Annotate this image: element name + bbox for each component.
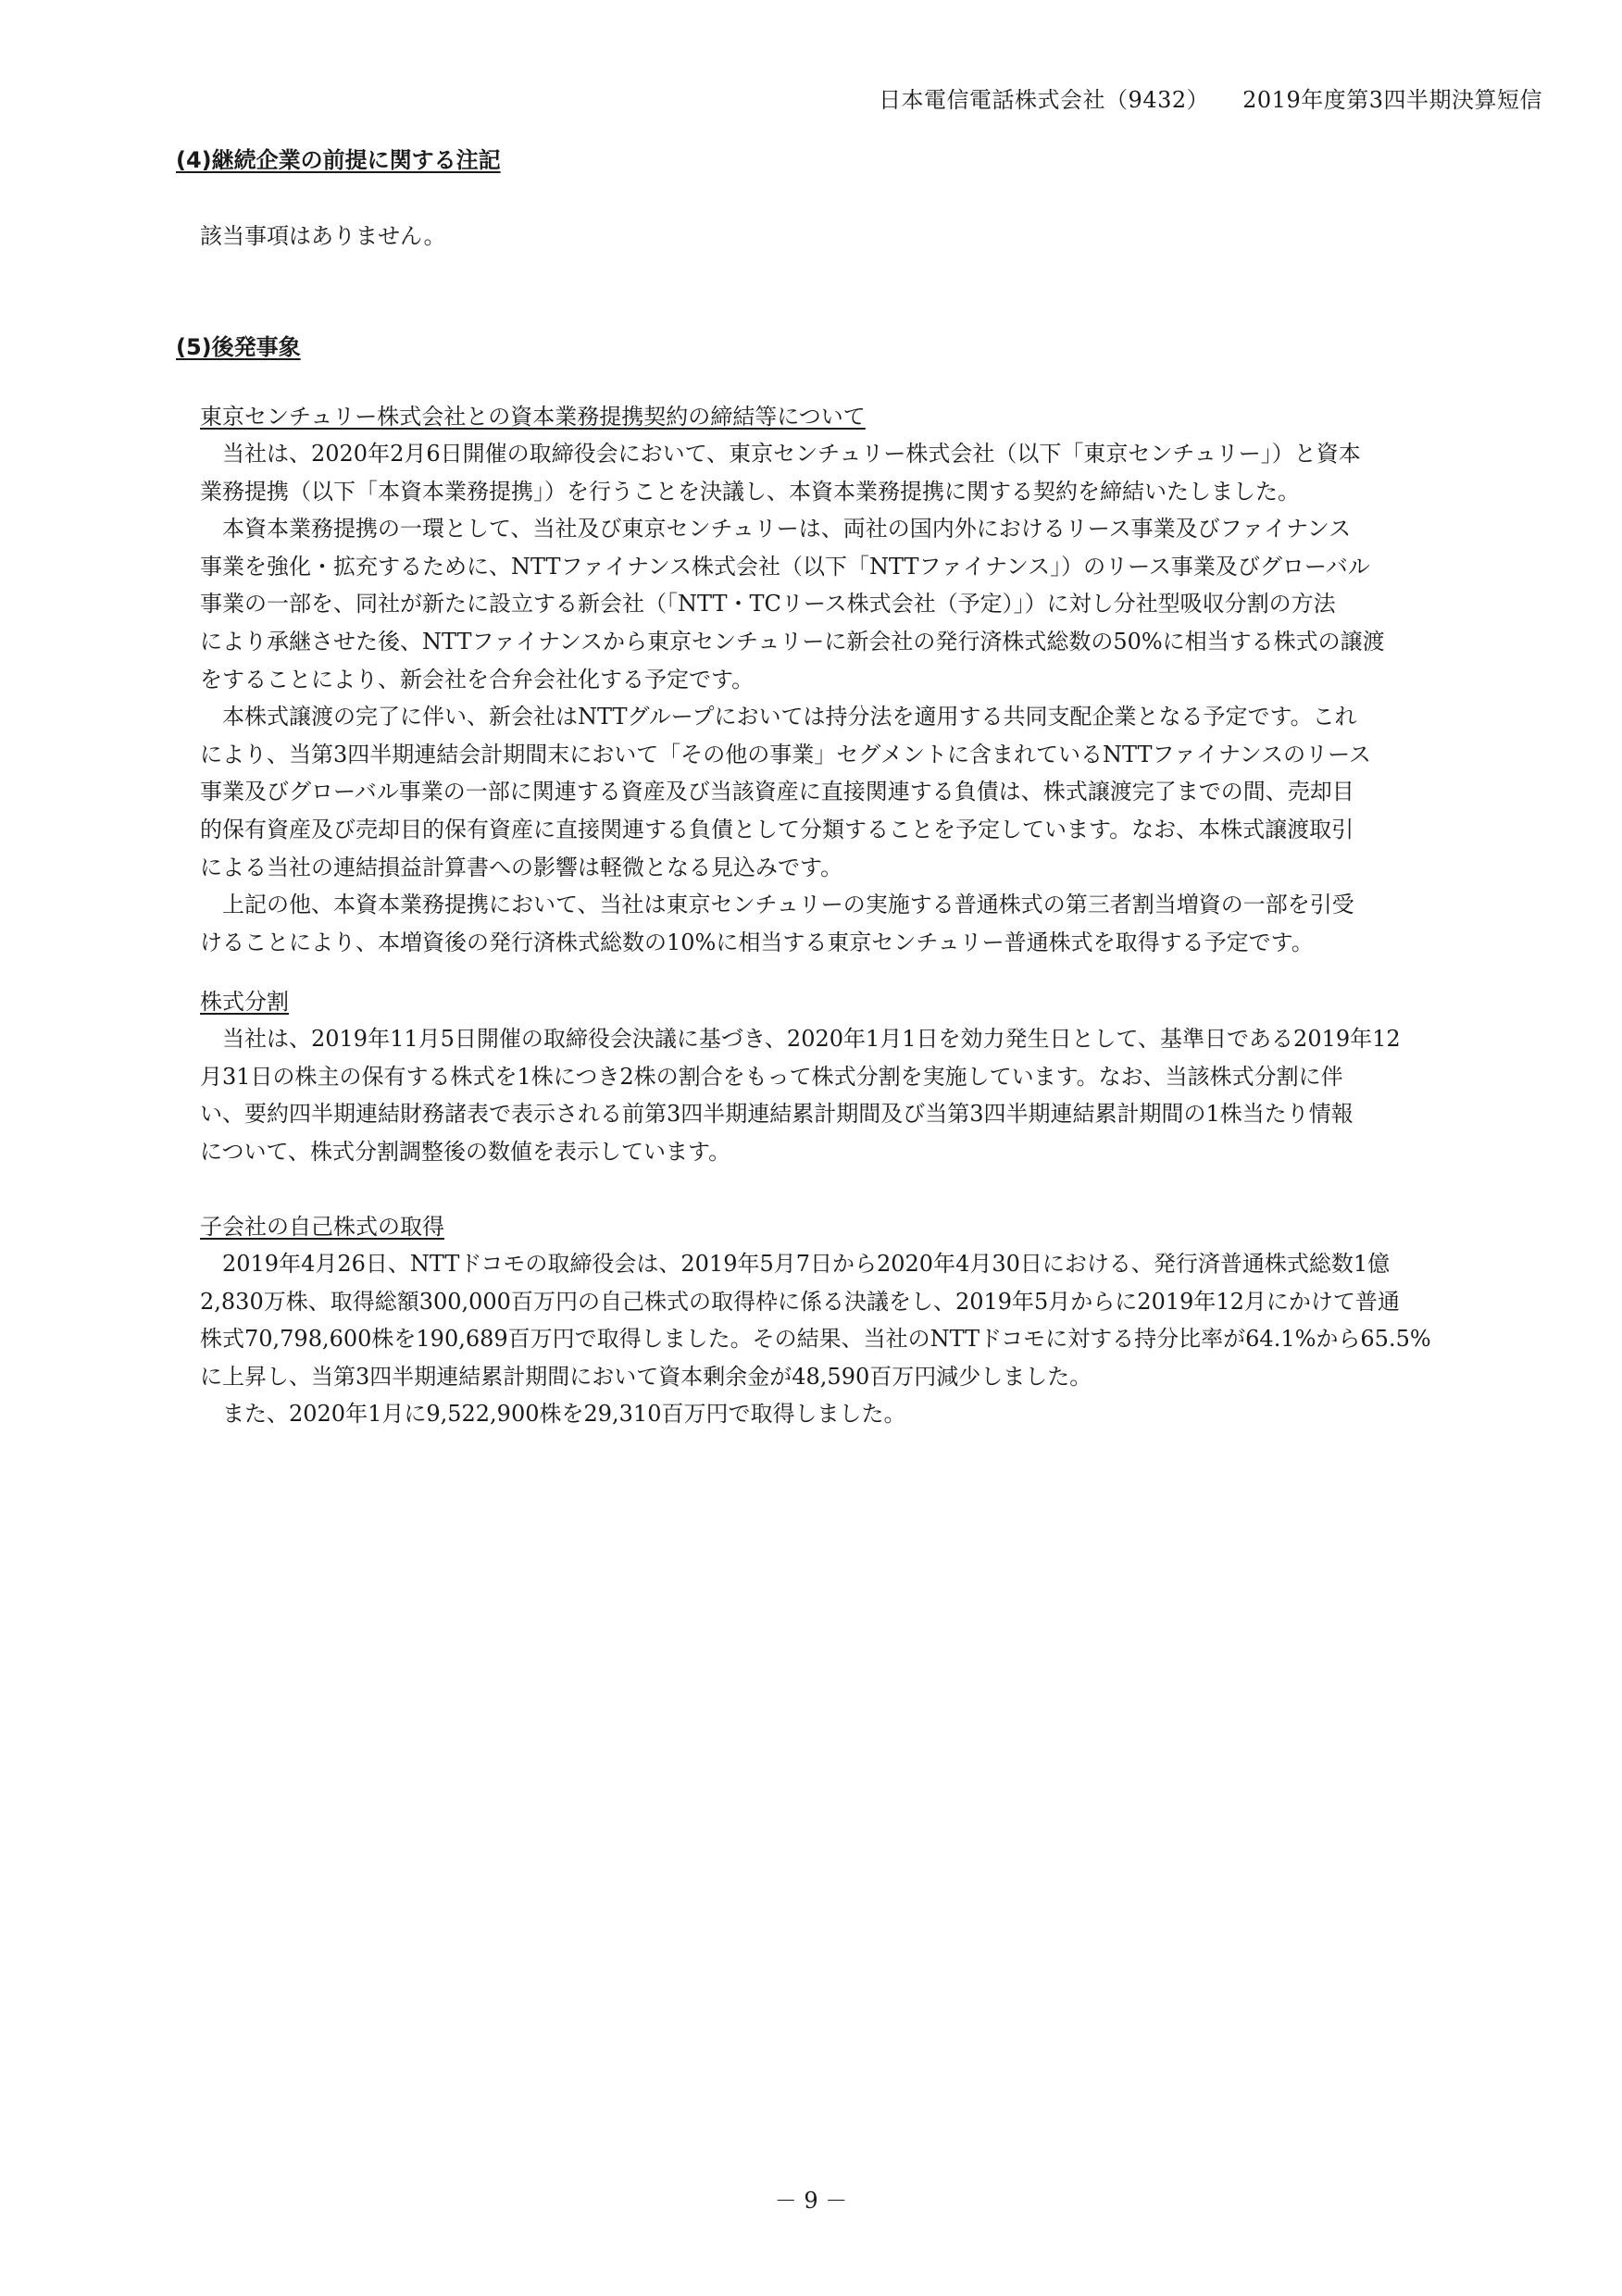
paragraph-line: により承継させた後、NTTファイナンスから東京センチュリーに新会社の発行済株式総数の50%に相当する株式の譲渡 <box>200 628 1385 655</box>
paragraph-line: 当社は、2020年2月6日開催の取締役会において、東京センチュリー株式会社（以下「東京センチュリー」）と資本 <box>200 441 1361 467</box>
header-report-title: 2019年度第3四半期決算短信 <box>1242 87 1542 113</box>
paragraph-line: について、株式分割調整後の数値を表示しています。 <box>200 1138 731 1165</box>
topic-capital-alliance <box>200 398 1476 961</box>
page-header <box>879 81 1542 114</box>
page-number: － 9 － <box>774 2188 848 2214</box>
paragraph-line: 本株式譲渡の完了に伴い、新会社はNTTグループにおいては持分法を適用する共同支配企業となる予定です。これ <box>200 704 1357 730</box>
paragraph-line: により、当第3四半期連結会計期間末において「その他の事業」セグメントに含まれているNTTファイナンスのリース <box>200 741 1371 767</box>
paragraph-line: 事業を強化・拡充するために、NTTファイナンス株式会社（以下「NTTファイナンス」）のリース事業及びグローバル <box>200 553 1370 580</box>
paragraph-line: また、2020年1月に9,522,900株を29,310百万円で取得しました。 <box>200 1401 906 1428</box>
paragraph-line: 業務提携（以下「本資本業務提携」）を行うことを決議し、本資本業務提携に関する契約を締結いたしました。 <box>200 478 1300 505</box>
topic-title: 株式分割 <box>200 989 289 1015</box>
paragraph-line: 2019年4月26日、NTTドコモの取締役会は、2019年5月7日から2020年4月30日における、発行済普通株式総数1億 <box>200 1251 1391 1277</box>
paragraph-line: 月31日の株主の保有する株式を1株につき2株の割合をもって株式分割を実施しています。なお、当該株式分割に伴 <box>200 1063 1343 1090</box>
topic-stock-split <box>200 983 1476 1170</box>
paragraph-line: 当社は、2019年11月5日開催の取締役会決議に基づき、2020年1月1日を効力発生日として、基準日である2019年12 <box>200 1026 1401 1052</box>
paragraph-line: による当社の連結損益計算書への影響は軽微となる見込みです。 <box>200 854 843 880</box>
paragraph-line: い、要約四半期連結財務諸表で表示される前第3四半期連結累計期間及び当第3四半期連結累計期間の1株当たり情報 <box>200 1101 1354 1128</box>
paragraph-line: 事業の一部を、同社が新たに設立する新会社（「NTT・TCリース株式会社（予定）」）に対し分社型吸収分割の方法 <box>200 591 1336 618</box>
topic-title: 東京センチュリー株式会社との資本業務提携契約の締結等について <box>200 404 866 430</box>
paragraph-line: 2,830万株、取得総額300,000百万円の自己株式の取得枠に係る決議をし、2019年5月からに2019年12月にかけて普通 <box>200 1288 1400 1315</box>
topic-title: 子会社の自己株式の取得 <box>200 1214 444 1240</box>
paragraph-line: 的保有資産及び売却目的保有資産に直接関連する負債として分類することを予定しています。なお、本株式譲渡取引 <box>200 816 1354 842</box>
paragraph-line: 本資本業務提携の一環として、当社及び東京センチュリーは、両社の国内外におけるリース事業及びファイナンス <box>200 516 1352 543</box>
header-company: 日本電信電話株式会社（9432） <box>879 87 1210 113</box>
paragraph-line: けることにより、本増資後の発行済株式総数の10%に相当する東京センチュリー普通株式を取得する予定です。 <box>200 929 1314 955</box>
paragraph-line: をすることにより、新会社を合弁会社化する予定です。 <box>200 666 755 693</box>
paragraph-line: 株式70,798,600株を190,689百万円で取得しました。その結果、当社のNTTドコモに対する持分比率が64.1%から65.5% <box>200 1326 1431 1353</box>
paragraph-line: 事業及びグローバル事業の一部に関連する資産及び当該資産に直接関連する負債は、株式譲渡完了までの間、売却目 <box>200 779 1354 805</box>
topic-treasury-stock <box>200 1208 1476 1433</box>
paragraph-line: 上記の他、本資本業務提携において、当社は東京センチュリーの実施する普通株式の第三者割当増資の一部を引受 <box>200 892 1354 918</box>
section-4-body: 該当事項はありません。 <box>200 223 446 249</box>
section-4-heading: (4)継続企業の前提に関する注記 <box>176 147 501 173</box>
paragraph-line: に上昇し、当第3四半期連結累計期間において資本剰余金が48,590百万円減少しました。 <box>200 1363 1092 1390</box>
section-5-heading: (5)後発事象 <box>176 334 301 360</box>
